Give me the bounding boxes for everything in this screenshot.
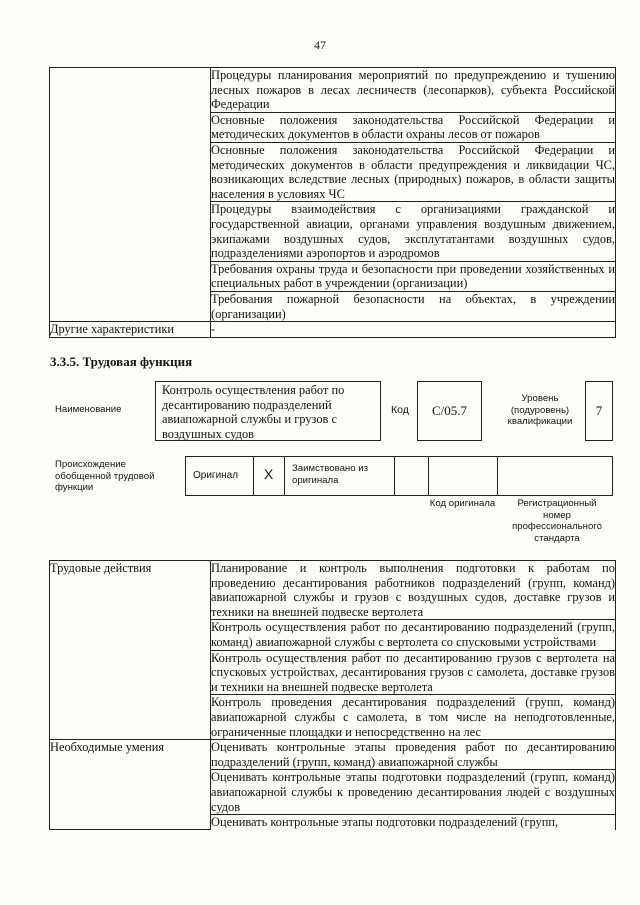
- table-cell: Планирование и контроль выполнения подготовки к работам по проведению десантирования работников подразделений (групп, команд) авиапожарной службы и грузов с воздушных судов, доставке грузов и техники на внешней подвеске вертолета: [211, 561, 615, 619]
- origin-divider: [284, 456, 285, 496]
- table-cell: Процедуры планирования мероприятий по предупреждению и тушению лесных пожаров в лесах лесничеств (лесопарков), субъекта Российской Федерации: [211, 68, 615, 112]
- table-cell: Требования охраны труда и безопасности при проведении хозяйственных и специальных работ в учреждении (организации): [211, 261, 615, 291]
- code-label: Код: [391, 404, 409, 416]
- original-mark: X: [263, 466, 274, 482]
- level-value: 7: [595, 403, 603, 418]
- table-cell: Контроль осуществления работ по десантированию грузов с вертолета на спусковых устройствах, десантирования грузов с самолета, доставке грузов и техники на внешней подвеске вертолета: [211, 650, 615, 694]
- table-label-cell: [50, 68, 211, 322]
- table-label-cell: Трудовые действия: [50, 561, 211, 740]
- table-cell: Оценивать контрольные этапы проведения работ по десантированию подразделений (групп, команд) авиапожарной службы: [211, 740, 615, 769]
- table-label-cell: Необходимые умения: [50, 740, 211, 830]
- table-cell: Оценивать контрольные этапы подготовки подразделений (групп,: [211, 815, 616, 830]
- level-value-box: [585, 381, 613, 441]
- original-label: Оригинал: [193, 470, 239, 481]
- origin-divider: [428, 456, 429, 496]
- table-cell: Процедуры взаимодействия с организациями гражданской и государственной авиации, органами управления воздушным движением, экипажами воздушных судов, эксплутатантами воздушных судов, подразделениями аэропортов и аэродромов: [211, 202, 615, 261]
- section-heading: 3.3.5. Трудовая функция: [50, 354, 193, 369]
- code-value-box: [417, 381, 482, 441]
- function-name-box: [155, 381, 381, 441]
- table-cell: Контроль осуществления работ по десантированию подразделений (групп, команд) авиапожарной службы с вертолета со спусковыми устройствами: [211, 620, 615, 649]
- table-cell: Основные положения законодательства Российской Федерации и методических документов в области охраны лесов от пожаров: [211, 112, 615, 142]
- origin-divider: [497, 456, 498, 496]
- table-label-cell: Другие характеристики: [50, 322, 211, 338]
- code-caption: Код оригинала: [429, 498, 496, 509]
- table-cell: Основные положения законодательства Российской Федерации и методических документов в области предупреждения и ликвидации ЧС, возникающих вследствие лесных (природных) пожаров, в области защиты населения в условиях ЧС: [211, 142, 615, 201]
- level-label: Уровень (подуровень) квалификации: [507, 393, 573, 427]
- name-label: Наименование: [55, 404, 122, 415]
- origin-label: Происхождение обобщенной трудовой функции: [55, 459, 155, 493]
- table-cell: Требования пожарной безопасности на объектах, в учреждении (организации): [211, 291, 615, 321]
- table-cell: -: [211, 322, 616, 338]
- reg-caption: Регистрационный номер профессионального стандарта: [512, 498, 602, 544]
- table-cell: Оценивать контрольные этапы подготовки подразделений (групп, команд) авиапожарной службы к проведению десантирования людей с воздушных судов: [211, 770, 615, 814]
- function-name-value: Контроль осуществления работ по десантированию подразделений авиапожарной службы и грузов с воздушных судов: [162, 383, 345, 441]
- table-cell: Контроль проведения десантирования подразделений (групп, команд) авиапожарной службы с самолета, в том числе на неподготовленные, ограниченные площадки и непосредственно на лес: [211, 695, 615, 739]
- labor-function-table: [49, 560, 616, 830]
- origin-row: [185, 456, 613, 496]
- code-value: С/05.7: [431, 403, 468, 418]
- page-number: 47: [314, 38, 326, 52]
- borrowed-label: Заимствовано из оригинала: [292, 463, 368, 486]
- origin-divider: [394, 456, 395, 496]
- knowledge-table: [49, 67, 616, 338]
